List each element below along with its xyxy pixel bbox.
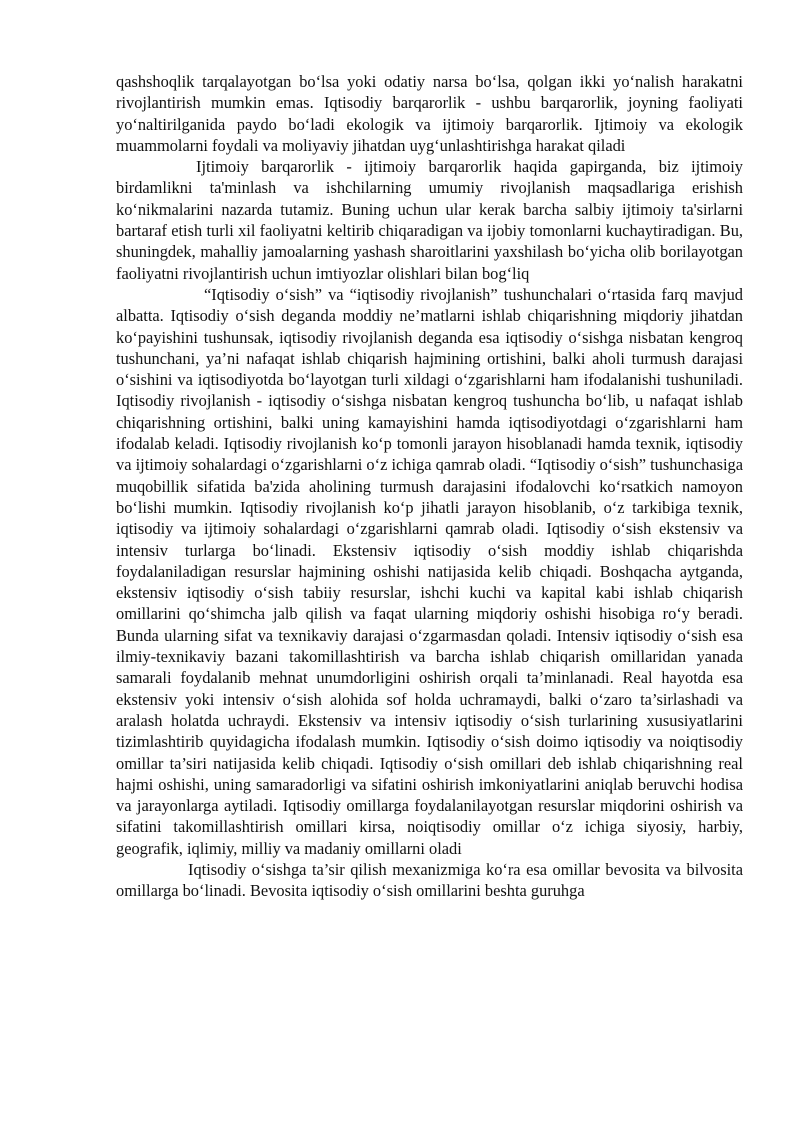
paragraph-growth-vs-development: “Iqtisodiy o‘sish” va “iqtisodiy rivojlanish” tushunchalari o‘rtasida farq mavjud albatta. Iqtisodiy o‘sish deganda moddiy ne’matlarni ishlab chiqarishning miqdoriy jihatdan ko‘payishini tushunsak, iqtisodiy rivojlanish deganda esa iqtisodiy o‘sishga nisbatan kengroq tushunchani, ya’ni nafaqat ishlab chiqarish hajmining ortishini, balki aholi turmush darajasi o‘sishini va iqtisodiyotda bo‘layotgan turli xildagi o‘zgarishlarni ham ifodalanishi tushuniladi. Iqtisodiy rivojlanish - iqtisodiy o‘sishga nisbatan kengroq tushuncha bo‘lib, u nafaqat ishlab chiqarishning ortishini, balki uning kamayishini hamda iqtisodiyotdagi o‘zgarishlarni ham ifodalab keladi. Iqtisodiy rivojlanish ko‘p tomonli jarayon hisoblanadi hamda texnik, iqtisodiy va ijtimoiy sohalardagi o‘zgarishlarni o‘z ichiga qamrab oladi. “Iqtisodiy o‘sish” tushunchasiga muqobillik sifatida ba'zida aholining turmush darajasini ifodalovchi ko‘rsatkich namoyon bo‘lishi mumkin. Iqtisodiy rivojlanish ko‘p jihatli jarayon hisoblanib, o‘z tarkibiga texnik, iqtisodiy va ijtimoiy sohalardagi o‘zgarishlarni qamrab oladi. Iqtisodiy o‘sish ekstensiv va intensiv turlarga bo‘linadi. Ekstensiv iqtisodiy o‘sish moddiy ishlab chiqarishda foydalaniladigan resurslar hajmining oshishi natijasida kelib chiqadi. Boshqacha aytganda, ekstensiv iqtisodiy o‘sish tabiiy resurslar, ishchi kuchi va kapital kabi ishlab chiqarish omillarini qo‘shimcha jalb qilish va faqat ularning miqdoriy oshishi hisobiga ro‘y beradi. Bunda ularning sifat va texnikaviy darajasi o‘zgarmasdan qoladi. Intensiv iqtisodiy o‘sish esa ilmiy-texnikaviy bazani takomillashtirish va barcha ishlab chiqarish omillaridan yanada samarali foydalanib mehnat unumdorligini oshirish orqali ta’minlanadi. Real hayotda esa ekstensiv yoki intensiv o‘sish alohida sof holda uchramaydi, balki o‘zaro ta’sirlashadi va aralash holatda uchraydi. Ekstensiv va intensiv iqtisodiy o‘sish turlarining xususiyatlarini tizimlashtirib quyidagicha ifodalash mumkin. Iqtisodiy o‘sish doimo iqtisodiy va noiqtisodiy omillar ta’siri natijasida kelib chiqadi. Iqtisodiy o‘sish omillari deb ishlab chiqarishning real hajmi oshishi, uning samaradorligi va sifatini oshirish imkoniyatlarini aniqlab beruvchi hodisa va jarayonlarga aytiladi. Iqtisodiy omillarga foydalanilayotgan resurslar miqdorini oshirish va sifatini takomillashtirish omillari kirsa, noiqtisodiy omillar o‘z ichiga siyosiy, harbiy, geografik, iqlimiy, milliy va madaniy omillarni oladi [116, 284, 743, 858]
paragraph-growth-factors: Iqtisodiy o‘sishga ta’sir qilish mexanizmiga ko‘ra esa omillar bevosita va bilvosita omillarga bo‘linadi. Bevosita iqtisodiy o‘sish omillarini beshta guruhga [116, 859, 743, 901]
document-page [116, 71, 743, 902]
paragraph-social-sustainability: Ijtimoiy barqarorlik - ijtimoiy barqarorlik haqida gapirganda, biz ijtimoiy birdamlikni ta'minlash va ishchilarning umumiy rivojlanish maqsadlariga erishish ko‘nikmalarini nazarda tutamiz. Buning uchun ular kerak barcha salbiy ijtimoiy ta'sirlarni bartaraf etish turli xil faoliyatni keltirib chiqaradigan va ijobiy tomonlarni kuchaytiradigan. Bu, shuningdek, mahalliy jamoalarning yashash sharoitlarini yaxshilash bo‘yicha olib borilayotgan faoliyatni rivojlantirish uchun imtiyozlar olishlari bilan bog‘liq [116, 157, 743, 283]
paragraph-sustainability-economic: qashshoqlik tarqalayotgan bo‘lsa yoki odatiy narsa bo‘lsa, qolgan ikki yo‘nalish harakatni rivojlantirish mumkin emas. Iqtisodiy barqarorlik - ushbu barqarorlik, joyning faoliyati yo‘naltirilganida paydo bo‘ladi ekologik va ijtimoiy barqarorlik. Ijtimoiy va ekologik muammolarni foydali va moliyaviy jihatdan uyg‘unlashtirishga harakat qiladi [116, 72, 743, 155]
